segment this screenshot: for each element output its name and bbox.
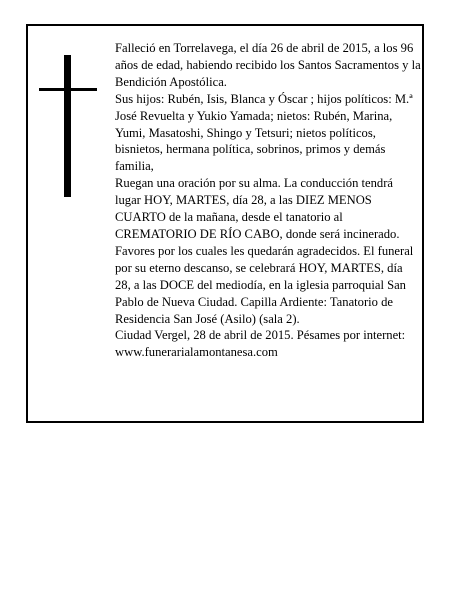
family-paragraph: Sus hijos: Rubén, Isis, Blanca y Óscar ; hijos políticos: M.ª José Revuelta y Yukio Yamada; nietos: Rubén, Marina, Yumi, Masatoshi, Shingo y Tetsuri; nietos políticos, bisnietos, hermana política, sobrinos, primos y demás familia, <box>115 91 413 174</box>
cross-horizontal-bar <box>39 88 97 91</box>
latin-cross-icon <box>39 55 97 197</box>
obituary-notice <box>26 24 424 423</box>
cross-vertical-bar <box>64 55 71 197</box>
date-contact-paragraph: Ciudad Vergel, 28 de abril de 2015. Pésames por internet: www.funerarialamontanesa.com <box>115 328 406 360</box>
obituary-text <box>115 40 421 361</box>
ceremony-paragraph: Ruegan una oración por su alma. La conducción tendrá lugar HOY, MARTES, día 28, a las DIEZ MENOS CUARTO de la mañana, desde el tanatorio al CREMATORIO DE RÍO CABO, donde será incinerado. Favores por los cuales les quedarán agradecidos. El funeral por su eterno descanso, se celebrará HOY, MARTES, día 28, a las DOCE del mediodía, en la iglesia parroquial San Pablo de Nueva Ciudad. Capilla Ardiente: Tanatorio de Residencia San José (Asilo) (sala 2). <box>115 176 414 326</box>
death-announcement-paragraph: Falleció en Torrelavega, el día 26 de abril de 2015, a los 96 años de edad, habiendo recibido los Santos Sacramentos y la Bendición Apostólica. <box>115 41 421 89</box>
